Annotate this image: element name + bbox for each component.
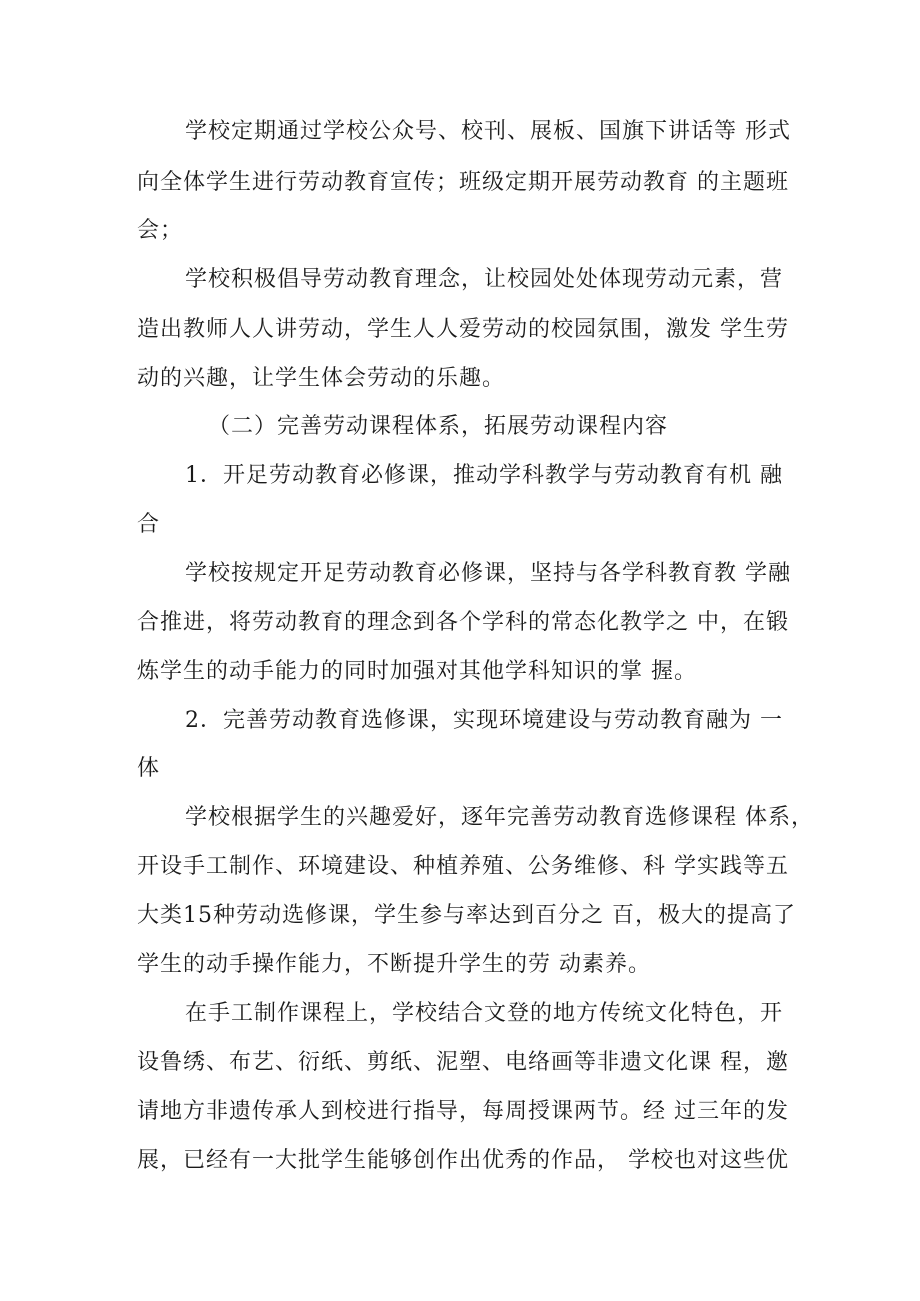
text-line: 大类15种劳动选修课，学生参与率达到百分之 百，极大的提高了 [137, 903, 796, 928]
subsection-heading-cont: 体 [137, 756, 161, 781]
text-line: 请地方非遗传承人到校进行指导，每周授课两节。经 过三年的发 [137, 1099, 789, 1124]
text-line: 学校根据学生的兴趣爱好，逐年完善劳动教育选修课程 体系， [185, 805, 814, 830]
text-line: 学生的动手操作能力，不断提升学生的劳 动素养。 [137, 952, 651, 977]
text-line: 学校按规定开足劳动教育必修课，坚持与各学科教育教 学融 [185, 561, 791, 586]
text-line: 学校积极倡导劳动教育理念，让校园处处体现劳动元素，营 [185, 267, 784, 292]
subsection-heading: 2．完善劳动教育选修课，实现环境建设与劳动教育融为 一 [185, 708, 783, 733]
text-line: 炼学生的动手能力的同时加强对其他学科知识的掌 握。 [137, 659, 697, 684]
text-line: 展，已经有一大批学生能够创作出优秀的作品， 学校也对这些优 [137, 1148, 789, 1173]
text-line: 在手工制作课程上，学校结合文登的地方传统文化特色，开 [185, 1001, 784, 1026]
text-line: 合推进，将劳动教育的理念到各个学科的常态化教学之 中，在锻 [137, 610, 789, 635]
text-line: 向全体学生进行劳动教育宣传；班级定期开展劳动教育 的主题班 [137, 170, 789, 195]
subsection-heading-cont: 合 [137, 512, 161, 537]
subsection-heading: 1．开足劳动教育必修课，推动学科教学与劳动教育有机 融 [185, 463, 783, 488]
text-line: 开设手工制作、环境建设、种植养殖、公务维修、科 学实践等五 [137, 854, 789, 879]
text-line: 设鲁绣、布艺、衍纸、剪纸、泥塑、电络画等非遗文化课 程，邀 [137, 1050, 789, 1075]
text-line: 会； [137, 218, 184, 243]
text-line: 动的兴趣，让学生体会劳动的乐趣。 [137, 366, 506, 391]
section-heading: （二）完善劳动课程体系，拓展劳动课程内容 [208, 414, 669, 439]
text-line: 学校定期通过学校公众号、校刊、展板、国旗下讲话等 形式 [185, 119, 791, 144]
text-line: 造出教师人人讲劳动，学生人人爱劳动的校园氛围，激发 学生劳 [137, 317, 789, 342]
